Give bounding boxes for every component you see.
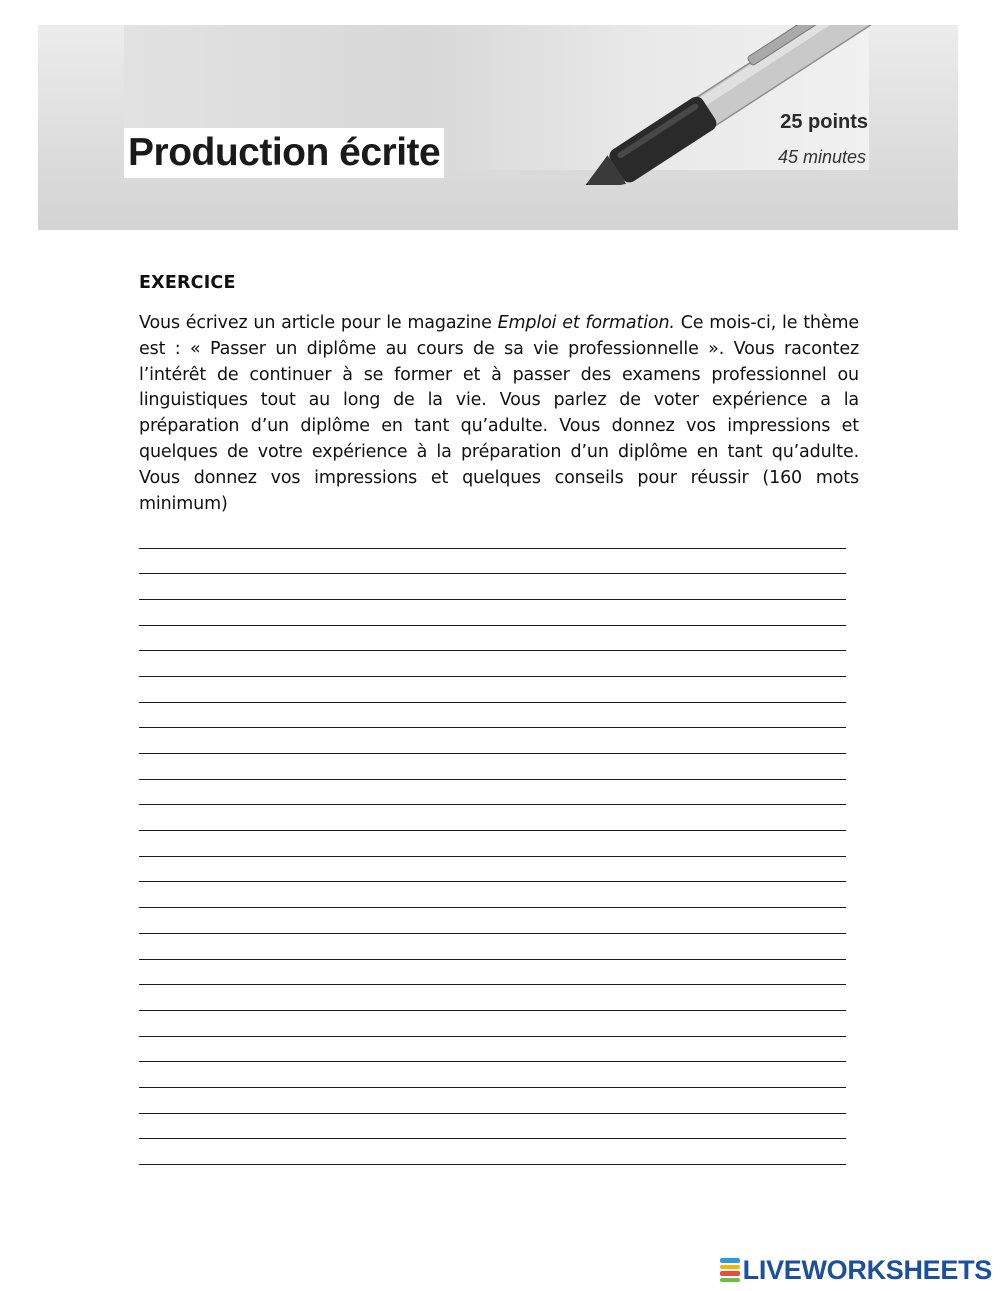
answer-line[interactable] (139, 703, 846, 729)
answer-line[interactable] (139, 549, 846, 575)
points-label: 25 points (780, 111, 868, 133)
answer-line[interactable] (139, 728, 846, 754)
answer-line[interactable] (139, 805, 846, 831)
instructions-text-rest: Ce mois-ci, le thème est : « Passer un diplôme au cours de sa vie professionnelle ». Vous racontez l’intérêt de continuer à se former et à passer des examens professionnel ou linguistiques tout au long de la vie. Vous parlez de voter expérience a la préparation d’un diplôme en tant qu’adulte. Vous donnez vos impressions et quelques de votre expérience à la préparation d’un diplôme en tant qu’adulte. Vous donnez vos impressions et quelques conseils pour réussir (160 mots minimum) (139, 313, 859, 514)
answer-line[interactable] (139, 1114, 846, 1140)
answer-line[interactable] (139, 1011, 846, 1037)
liveworksheets-watermark (720, 1255, 992, 1285)
logo-block (720, 1271, 740, 1276)
answer-line[interactable] (139, 857, 846, 883)
answer-line[interactable] (139, 1088, 846, 1114)
header-banner (38, 25, 958, 230)
logo-block (720, 1258, 740, 1263)
answer-line[interactable] (139, 651, 846, 677)
answer-line[interactable] (139, 908, 846, 934)
answer-line[interactable] (139, 677, 846, 703)
magazine-title: Emploi et formation. (497, 313, 675, 333)
exercise-heading: EXERCICE (139, 273, 236, 293)
answer-line[interactable] (139, 1037, 846, 1063)
answer-line[interactable] (139, 831, 846, 857)
answer-line[interactable] (139, 626, 846, 652)
answer-line[interactable] (139, 960, 846, 986)
answer-line[interactable] (139, 985, 846, 1011)
page-title: Production écrite (124, 128, 444, 178)
duration-label: 45 minutes (777, 147, 866, 167)
answer-line[interactable] (139, 754, 846, 780)
logo-block (720, 1278, 740, 1283)
watermark-text: LIVEWORKSHEETS (742, 1255, 992, 1285)
answer-line[interactable] (139, 574, 846, 600)
instructions-text-start: Vous écrivez un article pour le magazine (139, 313, 498, 333)
answer-line[interactable] (139, 780, 846, 806)
liveworksheets-logo-icon (720, 1257, 740, 1283)
exercise-section (139, 272, 859, 517)
answer-line[interactable] (139, 934, 846, 960)
answer-line[interactable] (139, 1062, 846, 1088)
answer-line[interactable] (139, 600, 846, 626)
answer-area[interactable] (139, 547, 846, 1165)
answer-line[interactable] (139, 1139, 846, 1165)
exercise-instructions (139, 311, 859, 517)
answer-line[interactable] (139, 882, 846, 908)
logo-block (720, 1265, 740, 1270)
